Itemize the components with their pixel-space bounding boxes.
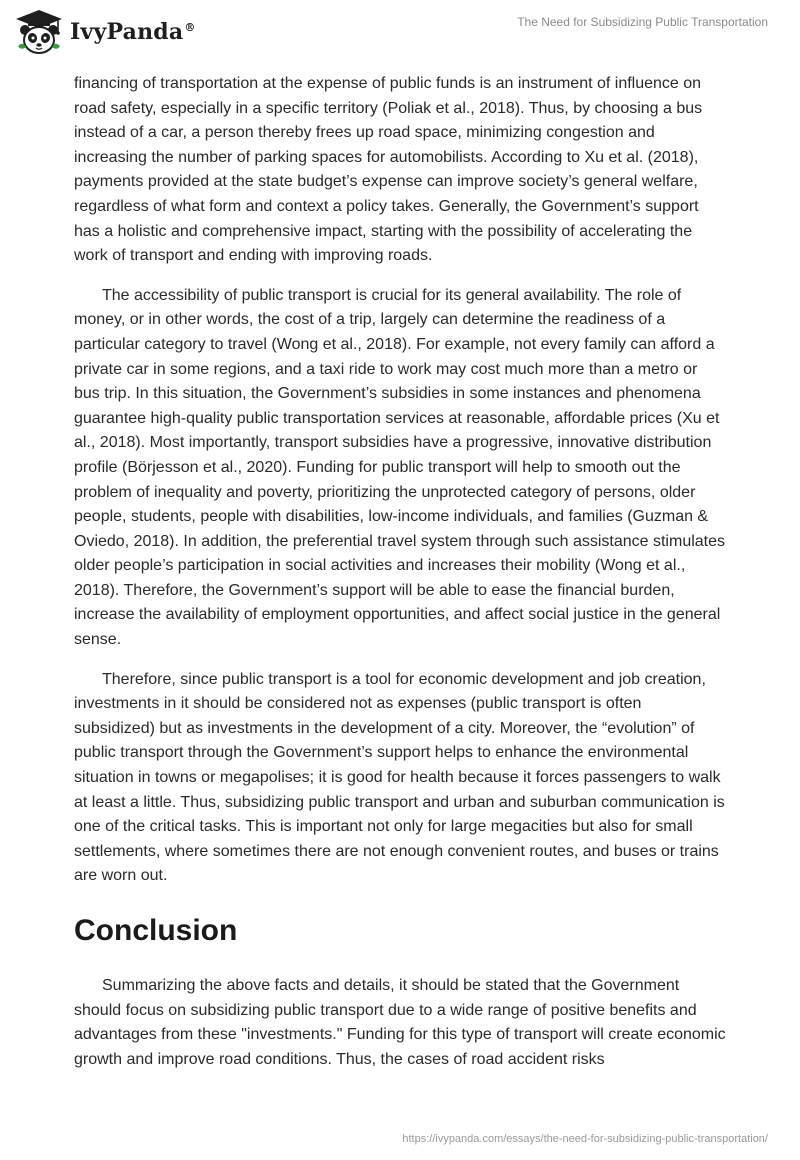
essay-content xyxy=(74,72,726,1072)
section-heading-conclusion: Conclusion xyxy=(74,914,238,947)
body-paragraph: financing of transportation at the expense of public funds is an instrument of influence on road safety, especially in a specific territory (Poliak et al., 2018). Thus, by choosing a bus instead of a car, a person thereby frees up road space, minimizing congestion and increasing the number of parking spaces for automobilists. According to Xu et al. (2018), payments provided at the state budget’s expense can improve society’s general welfare, regardless of what form and context a policy takes. Generally, the Government’s support has a holistic and comprehensive impact, starting with the possibility of accelerating the work of transport and ending with improving roads. xyxy=(74,75,703,265)
running-title: The Need for Subsidizing Public Transportation xyxy=(517,15,768,29)
registered-mark: ® xyxy=(184,20,196,34)
panda-graduate-icon xyxy=(14,8,64,56)
body-paragraph: Therefore, since public transport is a tool for economic development and job creation, investments in it should be considered not as expenses (public transport is often subsidized) but as investments in the development of a city. Moreover, the “evolution” of public transport through the Government’s support helps to enhance the environmental situation in towns or megapolises; it is good for health because it forces passengers to walk at least a little. Thus, subsidizing public transport and urban and suburban communication is one of the critical tasks. This is important not only for large megacities but also for small settlements, where sometimes there are not enough convenient routes, and buses or trains are worn out. xyxy=(74,670,725,885)
conclusion-paragraph: Summarizing the above facts and details, it should be stated that the Government should focus on subsidizing public transport due to a wide range of positive benefits and advantages from these "investments." Funding for this type of transport will create economic growth and improve road conditions. Thus, the cases of road accident risks xyxy=(74,977,726,1068)
body-paragraph: The accessibility of public transport is crucial for its general availability. The role of money, or in other words, the cost of a trip, largely can determine the readiness of a particular category to travel (Wong et al., 2018). For example, not every family can afford a private car in some regions, and a taxi ride to work may cost much more than a metro or bus trip. In this situation, the Government’s subsidies in some instances and phenomena guarantee high-quality public transportation services at reasonable, affordable prices (Xu et al., 2018). Most importantly, transport subsidies have a progressive, innovative distribution profile (Börjesson et al., 2020). Funding for public transport will help to smooth out the problem of inequality and poverty, prioritizing the unprotected category of persons, older people, students, people with disabilities, low-income individuals, and families (Guzman & Oviedo, 2018). In addition, the preferential travel system through such assistance stimulates older people’s participation in social activities and increases their mobility (Wong et al., 2018). Therefore, the Government’s support will be able to ease the financial burden, increase the availability of employment opportunities, and affect social justice in the general sense. xyxy=(74,286,726,649)
ivypanda-logo[interactable] xyxy=(14,8,196,56)
logo-text: IvyPanda xyxy=(70,19,184,45)
logo-wordmark xyxy=(70,19,196,45)
page-header xyxy=(0,0,800,70)
source-url[interactable]: https://ivypanda.com/essays/the-need-for-subsidizing-public-transportation/ xyxy=(402,1133,768,1145)
